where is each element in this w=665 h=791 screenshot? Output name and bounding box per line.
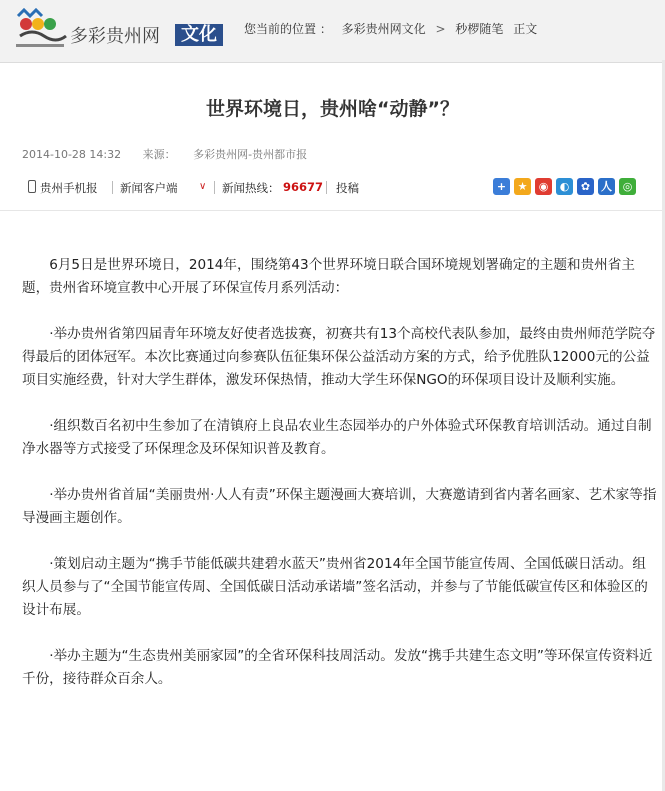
news-client-link[interactable]: 新闻客户端	[120, 181, 178, 195]
article-source: 多彩贵州网-贵州都市报	[193, 148, 308, 161]
weibo-icon[interactable]: ◉	[535, 178, 552, 195]
share-bar	[493, 178, 636, 195]
article-datetime: 2014-10-28 14:32	[22, 148, 122, 161]
paragraph: 6月5日是世界环境日，2014年，围绕第43个世界环境日联合国环境规划署确定的主题和贵州省主题，贵州省环境宣教中心开展了环保宣传月系列活动：	[22, 257, 635, 296]
hotline-label: 新闻热线：	[222, 181, 280, 195]
source-label: 来源：	[142, 148, 176, 161]
site-header	[0, 0, 665, 63]
article-meta	[22, 146, 307, 162]
paragraph: ·举办贵州省首届“美丽贵州·人人有责”环保主题漫画大赛培训，大赛邀请到省内著名画家、艺术家等指导漫画主题创作。	[22, 487, 657, 526]
add-icon[interactable]: +	[493, 178, 510, 195]
toolbar-divider	[112, 181, 113, 194]
paragraph: ·举办主题为“生态贵州美丽家园”的全省环保科技周活动。发放“携手共建生态文明”等环保宣传资料近千份，接待群众百余人。	[22, 648, 653, 687]
site-name[interactable]: 多彩贵州网	[70, 26, 160, 47]
paragraph: ·策划启动主题为“携手节能低碳共建碧水蓝天”贵州省2014年全国节能宣传周、全国低碳日活动。组织人员参与了“全国节能宣传周、全国低碳日活动承诺墙”签名活动，并参与了节能低碳宣传区和体验区的设计布展。	[22, 556, 648, 618]
tencent-weibo-icon[interactable]: ◐	[556, 178, 573, 195]
breadcrumb-item-category[interactable]: 秒椤随笔	[455, 22, 504, 36]
qzone-icon[interactable]: ★	[514, 178, 531, 195]
header-divider	[0, 210, 665, 211]
mobile-news-link[interactable]: 贵州手机报	[40, 181, 98, 195]
breadcrumb-item-current: 正文	[513, 22, 538, 36]
article-body	[22, 254, 658, 714]
site-logo-icon[interactable]	[12, 6, 70, 54]
chevron-down-icon[interactable]: ∨	[199, 181, 207, 192]
baidu-icon[interactable]: ✿	[577, 178, 594, 195]
breadcrumb-item-home[interactable]: 多彩贵州网文化	[341, 22, 426, 36]
hotline-number: 96677	[283, 180, 324, 194]
toolbar-divider	[326, 181, 327, 194]
bottom-fade	[0, 772, 665, 791]
toolbar-divider	[214, 181, 215, 194]
renren-icon[interactable]: 人	[598, 178, 615, 195]
submit-link[interactable]: 投稿	[336, 181, 359, 195]
mobile-icon	[28, 180, 36, 193]
breadcrumb-separator: >	[435, 22, 446, 36]
article-title: 世界环境日，贵州啥“动静”？	[206, 98, 459, 120]
wechat-icon[interactable]: ◎	[619, 178, 636, 195]
paragraph: ·举办贵州省第四届青年环境友好使者选拔赛，初赛共有13个高校代表队参加，最终由贵州师范学院夺得最后的团体冠军。本次比赛通过向参赛队伍征集环保公益活动方案的方式，给予优胜队12000元的公益项目实施经费，针对大学生群体，激发环保热情，推动大学生环保NGO的环保项目设计及顺利实施。	[22, 326, 656, 388]
article-toolbar	[22, 178, 644, 198]
breadcrumb-label: 您当前的位置 ：	[244, 22, 332, 36]
breadcrumb	[244, 20, 543, 37]
section-badge[interactable]: 文化	[175, 24, 223, 46]
paragraph: ·组织数百名初中生参加了在清镇府上良品农业生态园举办的户外体验式环保教育培训活动。通过自制净水器等方式接受了环保理念及环保知识普及教育。	[22, 418, 652, 457]
